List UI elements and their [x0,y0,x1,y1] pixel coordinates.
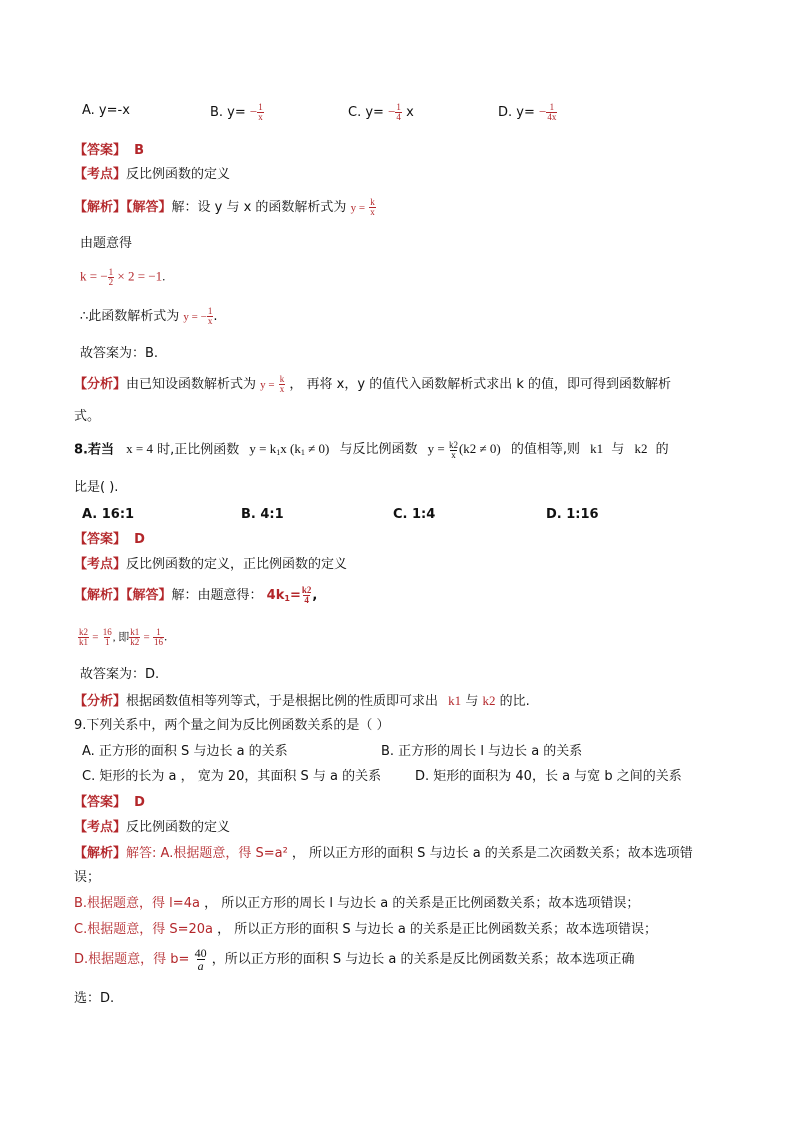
frac-num: 1 [156,627,161,637]
ratio-fraction-4 [153,628,164,647]
q8-kaodian [74,557,347,573]
f1-mid: x (k [280,441,301,457]
q7-fenxi-line2: 式。 [74,409,101,424]
fenxi-k1: k1 [448,693,462,708]
kaodian-text: 反比例函数的定义，正比例函数的定义 [126,557,348,572]
therefore-end: . [213,309,218,324]
answer-value: B [134,143,145,158]
ratio-eq2: = [143,631,150,644]
f1-sub2: 1 [300,448,305,458]
q7-youti: 由题意得 [80,236,133,251]
q7-option-d-fraction [546,103,557,122]
c-text: ， 所以正方形的面积 S 与边长 a 的关系是正比例函数关系；故本选项错误； [217,922,658,937]
fenxi-and: 与 [465,694,479,709]
frac-num: 16 [102,627,112,637]
jiexi-tag: 【解析】 [74,846,127,861]
q7-jiexi [74,198,376,217]
q7-option-b-minus: − [249,104,258,119]
q9-option-a: A. 正方形的面积 S 与边长 a 的关系 [82,744,288,759]
f2-end: (k2 ≠ 0) [458,441,501,457]
kaodian-text: 反比例函数的定义 [126,820,231,835]
kaodian-text: 反比例函数的定义 [126,167,231,182]
q8-option-b: B. 4:1 [241,507,284,522]
q8-stem [74,441,669,460]
q7-option-b-prefix: B. y= [210,105,246,120]
fenxi-text: 根据函数值相等列等式，于是根据比例的性质即可求出 [126,694,439,709]
d-red: D.根据题意，得 b= [74,952,190,967]
eq1-end: , [312,588,318,603]
f1-sub: 1 [276,448,281,458]
jiexi-a-text: ， 所以正方形的面积 S 与边长 a 的关系是二次函数关系；故本选项错 [291,846,693,861]
q8-stem4: 的值相等,则 [510,442,581,458]
frac-den: a [197,959,204,973]
frac-num: 1 [549,102,555,112]
q7-option-c-prefix: C. y= [348,105,384,120]
q8-stem5: 与 [611,442,625,458]
q7-option-d-prefix: D. y= [498,105,535,120]
frac-den: 2 [108,277,114,287]
q8-f2 [427,440,501,460]
frac-den: k2 [130,637,140,647]
jiexi-text: 解：设 y 与 x 的函数解析式为 [171,200,347,215]
answer-tag: 【答案】 [74,532,127,547]
q7-option-c-minus: − [388,104,396,119]
f1-end: ≠ 0) [308,441,330,457]
fenxi-text1: 由已知设函数解析式为 [126,377,257,392]
jiexi-tag: 【解析】【解答】 [74,588,172,603]
frac-num: 40 [194,946,207,960]
q7-option-c-suffix: x [406,105,414,120]
q7-kaodian [74,167,230,183]
frac-num: 1 [207,306,213,316]
frac-num: 1 [396,102,401,112]
fenxi-text2: ， 再将 x，y 的值代入函数解析式求出 k 的值，即可得到函数解析 [289,377,671,392]
fenxi-tag: 【分析】 [74,694,127,709]
q8-stem6: 的 [655,442,669,458]
jiexi-formula-left: y = [350,202,366,214]
frac-den: x [451,450,456,460]
q9-option-b: B. 正方形的周长 l 与边长 a 的关系 [381,744,583,759]
q9-option-c: C. 矩形的长为 a ， 宽为 20，其面积 S 与 a 的关系 [82,769,382,784]
fenxi-end: 的比. [499,694,530,709]
q8-stem1: 8.若当 [74,442,114,458]
f2-left: y = [427,441,445,457]
q7-fenxi [74,375,671,394]
q8-option-d: D. 1:16 [546,507,599,522]
k-left: k = − [80,268,108,284]
q8-stem-line2: 比是( ). [74,480,119,495]
fenxi-formula-left: y = [260,379,275,391]
frac-num: 1 [108,267,114,277]
q7-option-c-fraction [395,103,402,122]
q7-answer [74,143,144,159]
q9-jiexi-c [74,922,657,938]
fenxi-k2: k2 [482,693,496,708]
frac-num: k [279,374,285,384]
q9-jiexi-b [74,896,639,912]
q9-kaodian [74,820,230,836]
q7-option-d-minus: − [539,104,547,119]
frac-num: k1 [130,627,140,637]
q9-jiexi-a [74,846,693,862]
eq1-left: 4k [266,588,285,603]
kaodian-tag: 【考点】 [74,557,127,572]
q8-option-c: C. 1:4 [393,507,436,522]
q9-jiexi-a-line2: 误； [74,870,101,885]
q8-k1: k1 [590,441,604,457]
q8-stem3: 与反比例函数 [339,442,418,458]
frac-num: 1 [258,102,263,112]
q7-option-b [210,103,264,122]
frac-den: 4 [304,595,309,605]
q8-ratio [78,628,167,647]
c-red: C.根据题意，得 S=20a [74,922,213,937]
q9-jiexi-d-line2: 选：D. [74,991,115,1006]
ratio-eq: = [92,631,99,644]
q8-cond: x = 4 [126,441,153,457]
b-red: B.根据题意，得 l=4a [74,896,200,911]
frac-den: 1 [104,637,110,647]
f1-left: y = k [249,441,277,457]
frac-den: k1 [79,637,88,647]
q8-f1 [249,441,329,456]
q7-guda: 故答案为：B. [80,346,159,361]
k-end: . [162,268,166,284]
therefore-text: ∴此函数解析式为 [80,309,180,324]
q8-jiexi [74,586,317,605]
q7-k-equation [80,268,165,287]
q7-option-d [498,103,557,122]
frac-den: x [279,384,285,394]
kaodian-tag: 【考点】 [74,820,127,835]
eq1 [266,585,318,605]
f2-fraction [448,441,459,460]
q8-guda: 故答案为：D. [80,667,160,682]
frac-den: x [207,316,213,326]
frac-den: 4x [547,112,557,122]
eq1-eq: = [289,588,301,603]
therefore-left: y = − [183,311,207,323]
answer-tag: 【答案】 [74,143,127,158]
q9-jiexi-d [74,947,634,972]
eq1-fraction [301,586,313,605]
jiexi-text: 解：由题意得： [171,588,263,603]
q9-stem: 9.下列关系中，两个量之间为反比例函数关系的是（ ） [74,718,390,733]
q8-stem2: 时,正比例函数 [157,442,240,458]
fenxi-tag: 【分析】 [74,377,127,392]
k-right: × 2 = −1 [117,268,163,284]
answer-value: D [134,795,145,810]
q8-fenxi [74,693,530,710]
ratio-mid: , 即 [112,631,130,644]
k-fraction [108,268,115,287]
answer-tag: 【答案】 [74,795,127,810]
q8-option-a: A. 16:1 [82,507,135,522]
ratio-end: . [163,628,168,644]
q8-answer [74,532,145,548]
frac-num: k [370,197,375,207]
frac-num: k2 [448,440,458,450]
eq1-sub: 1 [284,594,290,603]
answer-value: D [134,532,145,547]
frac-den: x [258,112,263,122]
ratio-fraction-2 [102,628,113,647]
frac-den: x [370,207,375,217]
q8-k2: k2 [634,441,648,457]
jiexi-a-red: 解答: A.根据题意，得 S=a² [126,846,288,861]
frac-num: k2 [301,585,312,595]
q7-option-c [348,103,414,122]
jiexi-tag: 【解析】【解答】 [74,200,172,215]
q7-therefore [80,307,217,326]
frac-num: k2 [79,627,88,637]
frac-den: 4 [396,112,401,122]
q7-option-b-fraction [257,103,264,122]
d-text: ，所以正方形的面积 S 与边长 a 的关系是反比例函数关系；故本选项正确 [211,952,635,967]
jiexi-formula-fraction [369,198,376,217]
fenxi-formula-fraction [279,375,286,394]
q9-option-d: D. 矩形的面积为 40，长 a 与宽 b 之间的关系 [415,769,682,784]
q9-answer [74,795,145,811]
b-text: ， 所以正方形的周长 l 与边长 a 的关系是正比例函数关系；故本选项错误； [204,896,640,911]
frac-den: 16 [153,637,163,647]
ratio-fraction-3 [129,628,140,647]
kaodian-tag: 【考点】 [74,167,127,182]
ratio-fraction-1 [78,628,89,647]
q7-option-a: A. y=-x [82,103,130,118]
d-fraction [194,947,208,972]
